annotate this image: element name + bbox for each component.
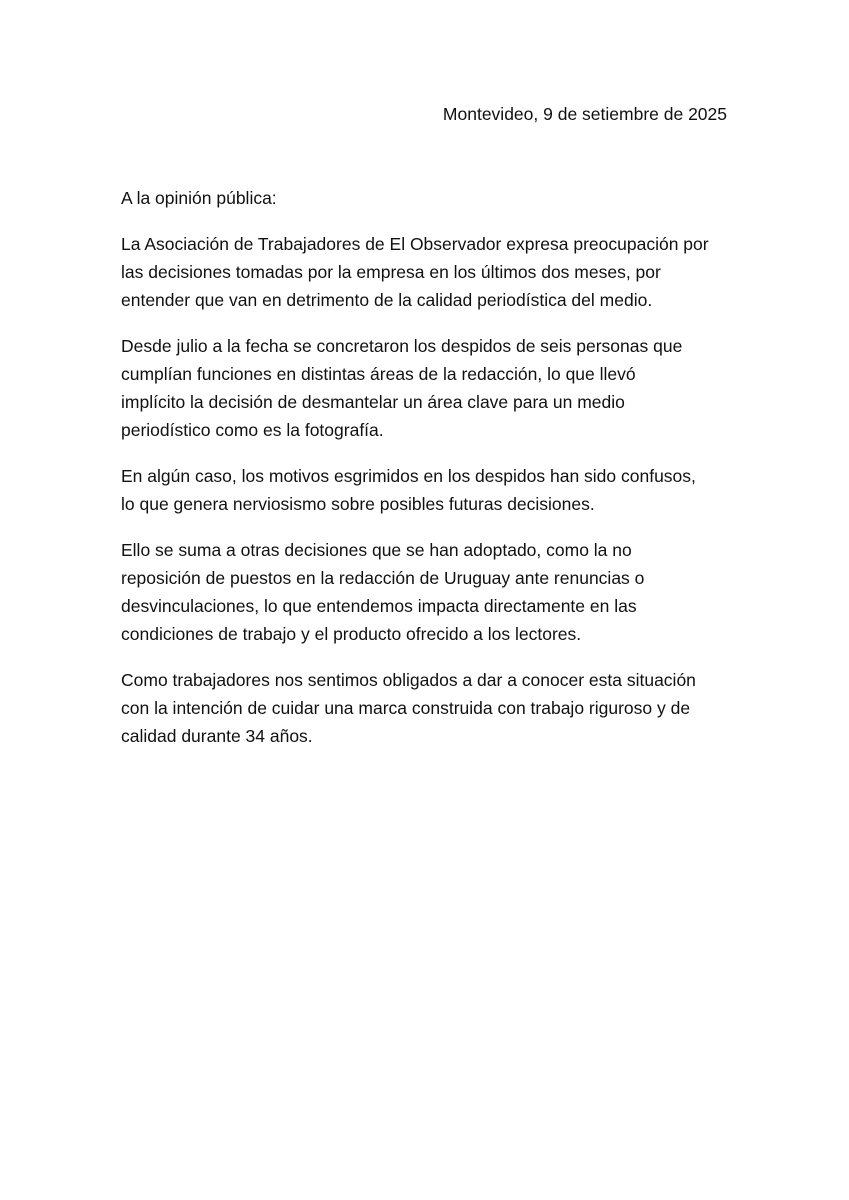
text-line: calidad durante 34 años.	[121, 726, 313, 746]
salutation: A la opinión pública:	[121, 188, 277, 208]
letter-date: Montevideo, 9 de setiembre de 2025	[442, 104, 727, 124]
text-line: desvinculaciones, lo que entendemos impacta directamente en las	[121, 596, 637, 616]
text-line: En algún caso, los motivos esgrimidos en los despidos han sido confusos,	[121, 466, 696, 486]
text-line: Ello se suma a otras decisiones que se han adoptado, como la no	[121, 540, 632, 560]
text-line: implícito la decisión de desmantelar un área clave para un medio	[121, 392, 625, 412]
letter-body	[121, 184, 733, 768]
paragraph-4	[121, 536, 733, 648]
text-line: condiciones de trabajo y el producto ofrecido a los lectores.	[121, 624, 582, 644]
text-line: cumplían funciones en distintas áreas de la redacción, lo que llevó	[121, 364, 636, 384]
text-line: las decisiones tomadas por la empresa en los últimos dos meses, por	[121, 262, 661, 282]
text-line: reposición de puestos en la redacción de Uruguay ante renuncias o	[121, 568, 645, 588]
paragraph-5	[121, 666, 733, 750]
paragraph-1	[121, 230, 733, 314]
text-line: La Asociación de Trabajadores de El Observador expresa preocupación por	[121, 234, 709, 254]
text-line: Como trabajadores nos sentimos obligados a dar a conocer esta situación	[121, 670, 696, 690]
text-line: periodístico como es la fotografía.	[121, 420, 384, 440]
text-line: lo que genera nerviosismo sobre posibles futuras decisiones.	[121, 494, 595, 514]
paragraph-3	[121, 462, 733, 518]
text-line: Desde julio a la fecha se concretaron los despidos de seis personas que	[121, 336, 683, 356]
text-line: con la intención de cuidar una marca construida con trabajo riguroso y de	[121, 698, 691, 718]
paragraph-2	[121, 332, 733, 444]
text-line: entender que van en detrimento de la calidad periodística del medio.	[121, 290, 653, 310]
